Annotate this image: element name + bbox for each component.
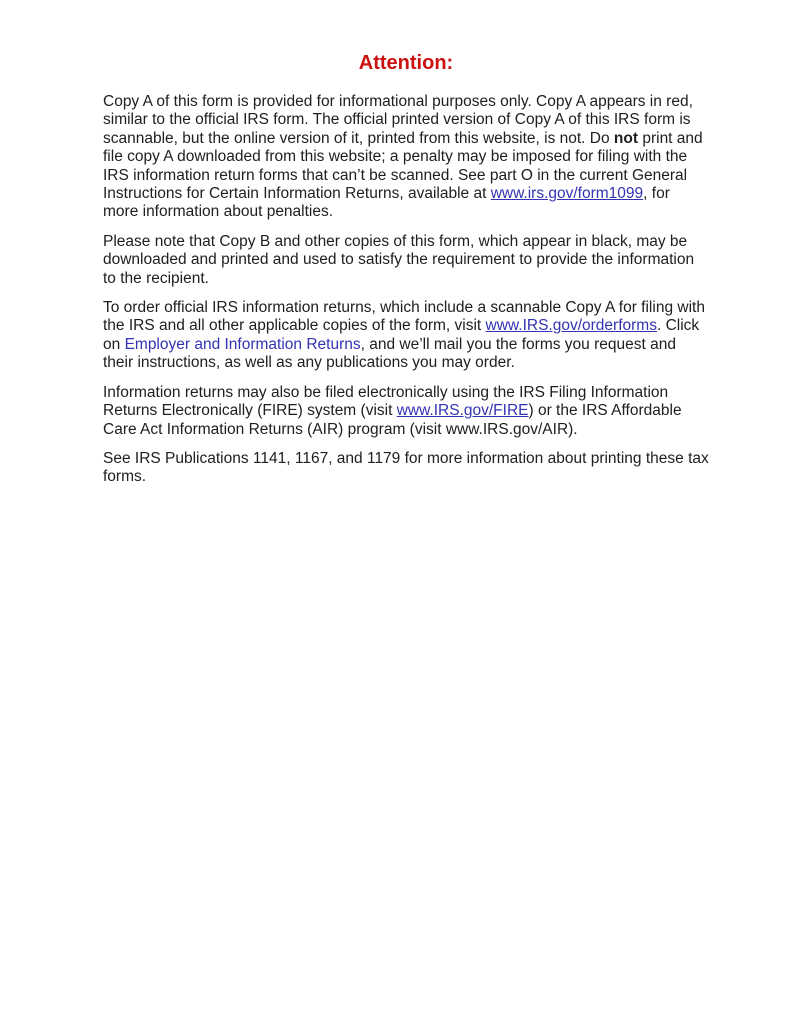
- document-content: [103, 52, 709, 487]
- body-text: , for more information about penalties.: [103, 185, 670, 221]
- paragraph: [103, 384, 709, 439]
- paragraph: [103, 299, 709, 373]
- body-text: Copy A of this form is provided for informational purposes only. Copy A appears in red, similar to the official IRS form. The official printed version of Copy A of this IRS form is scannable, but the online version of it, printed from this website, is not. Do: [103, 93, 693, 147]
- paragraph: [103, 93, 709, 222]
- attention-heading: Attention:: [358, 52, 454, 74]
- paragraph: [103, 450, 709, 487]
- irs-fire-link[interactable]: www.IRS.gov/FIRE: [396, 402, 529, 420]
- body-text: print and file copy A downloaded from this website; a penalty may be imposed for filing with the IRS information return forms that can’t be scanned. See part O in the current General Instructions for Certain Information Returns, available at: [103, 129, 703, 203]
- body-text: . Click on: [103, 317, 700, 353]
- paragraph: [103, 233, 709, 288]
- body-text: Information returns may also be filed electronically using the IRS Filing Information Returns Electronically (FIRE) system (visit: [103, 383, 669, 420]
- body-text: ) or the IRS Affordable Care Act Information Returns (AIR) program (visit www.IRS.gov/AIR).: [103, 402, 682, 438]
- body-text: , and we’ll mail you the forms you request and their instructions, as well as any publications you may order.: [103, 335, 676, 372]
- body-text: See IRS Publications 1141, 1167, and 1179 for more information about printing these tax forms.: [103, 449, 709, 486]
- body-text: To order official IRS information returns, which include a scannable Copy A for filing with the IRS and all other applicable copies of the form, visit: [103, 299, 705, 335]
- employer-and-information-returns-link[interactable]: Employer and Information Returns: [124, 335, 361, 353]
- irs-form1099-link[interactable]: www.irs.gov/form1099: [490, 185, 644, 203]
- body-text: Please note that Copy B and other copies of this form, which appear in black, may be downloaded and printed and used to satisfy the requirement to provide the information to the recipient.: [103, 232, 695, 287]
- irs-orderforms-link[interactable]: www.IRS.gov/orderforms: [485, 317, 657, 335]
- paragraphs-container: [103, 93, 709, 487]
- bold-text: not: [613, 129, 639, 147]
